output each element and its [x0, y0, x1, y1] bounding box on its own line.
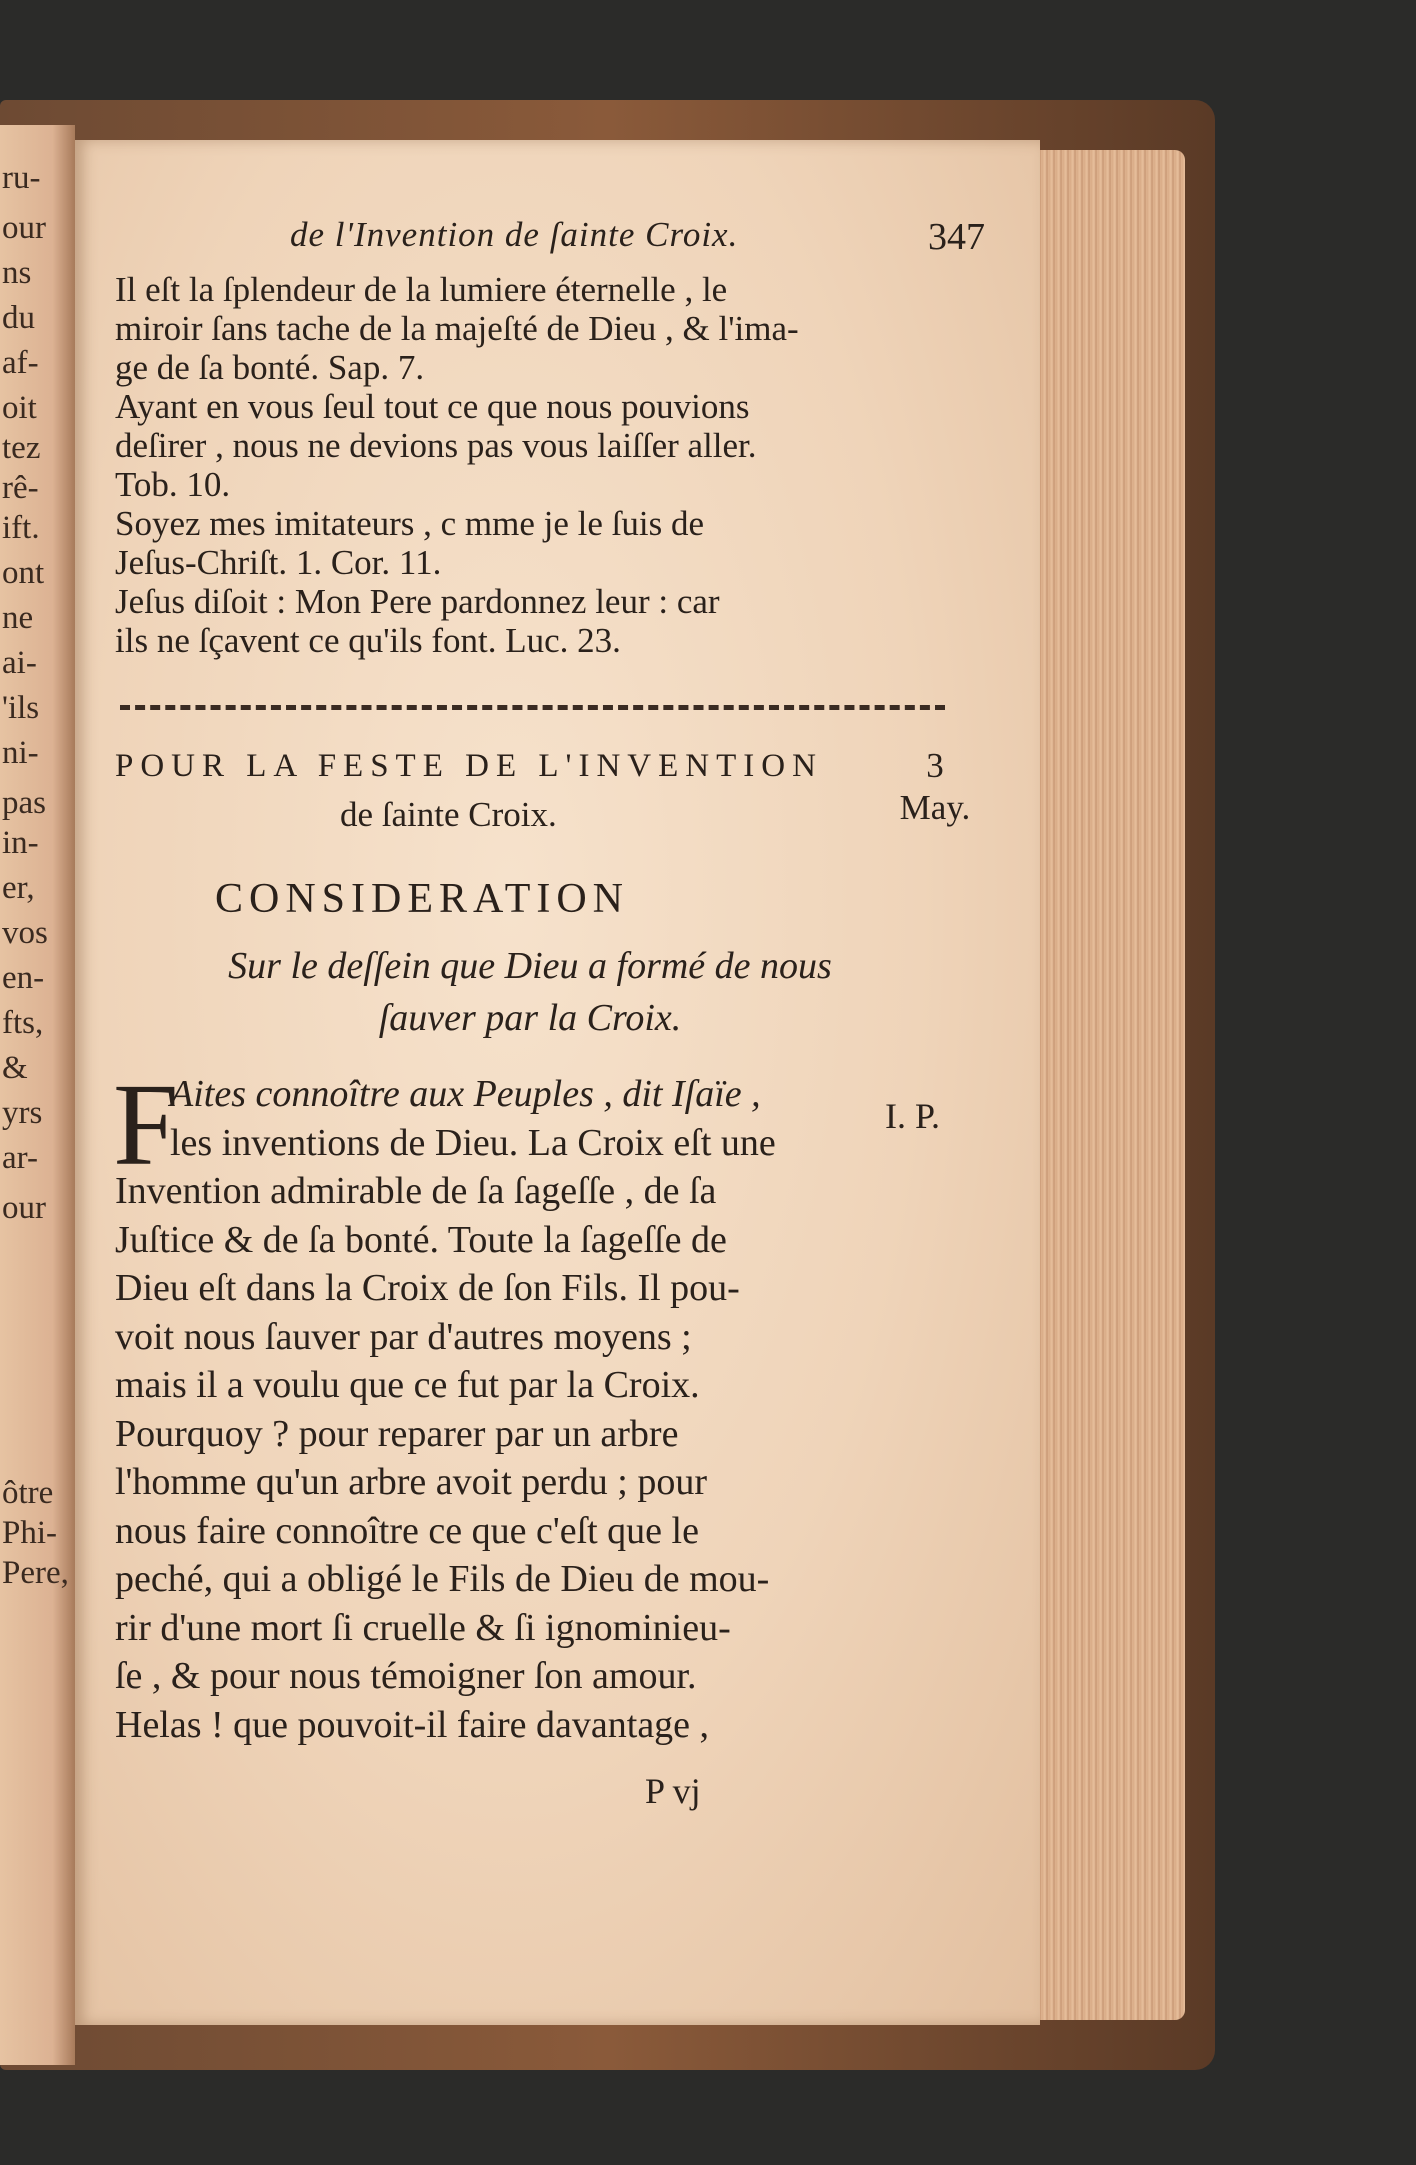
quote-line: Tob. 10.	[115, 465, 231, 504]
body-line: peché, qui a obligé le Fils de Dieu de mou-	[115, 1558, 770, 1600]
consideration-title: CONSIDERATION	[215, 876, 629, 922]
quote-line: Jeſus diſoit : Mon Pere pardonnez leur : car	[115, 582, 720, 621]
body-line: Pourquoy ? pour reparer par un arbre	[115, 1412, 679, 1455]
left-page-fragment: ar-	[2, 1140, 38, 1176]
margin-mark: I. P.	[885, 1096, 941, 1136]
left-page-fragment: ôtre	[2, 1475, 54, 1511]
quote-line: ils ne ſçavent ce qu'ils font. Luc. 23.	[115, 621, 621, 660]
left-page-fragment: ru-	[2, 160, 41, 196]
page-number: 347	[928, 216, 985, 258]
left-page-fragment: du	[2, 300, 35, 336]
feast-heading: POUR LA FESTE DE L'INVENTION	[115, 748, 823, 784]
left-page-fragment: ai-	[2, 645, 37, 681]
left-page-fragment: our	[2, 210, 46, 246]
left-page-fragment: er,	[2, 870, 35, 906]
body-line: Juſtice & de ſa bonté. Toute la ſageſſe de	[115, 1218, 727, 1261]
body-line: rir d'une mort ſi cruelle & ſi ignominieu-	[115, 1606, 731, 1649]
quote-line: Soyez mes imitateurs , c mme je le ſuis de	[115, 504, 705, 543]
body-line: voit nous ſauver par d'autres moyens ;	[115, 1315, 692, 1358]
left-page-fragment: 'ils	[2, 690, 40, 726]
margin-date-day: 3	[926, 746, 944, 785]
left-page-fragment: our	[2, 1190, 46, 1226]
subtitle-line: ſauver par la Croix.	[378, 997, 682, 1039]
left-page-fragment: Phi-	[2, 1515, 58, 1551]
body-line: Invention admirable de ſa ſageſſe , de ſa	[115, 1170, 717, 1212]
drop-cap: F	[113, 1059, 179, 1190]
body-line: les inventions de Dieu. La Croix eſt une	[170, 1121, 776, 1164]
body-line: l'homme qu'un arbre avoit perdu ; pour	[115, 1461, 707, 1503]
page-edges	[1035, 150, 1185, 2020]
section-rule	[120, 705, 945, 710]
left-page-fragment: yrs	[2, 1095, 43, 1131]
left-page-fragment: en-	[2, 960, 45, 996]
quote-line: Il eſt la ſplendeur de la lumiere éternelle , le	[115, 270, 728, 309]
left-page-fragment: fts,	[2, 1005, 44, 1041]
feast-heading-subline: de ſainte Croix.	[340, 795, 557, 834]
body-text	[113, 1059, 945, 1749]
quote-line: miroir ſans tache de la majeſté de Dieu , & l'ima-	[115, 309, 799, 348]
body-line: Dieu eſt dans la Croix de ſon Fils. Il pou-	[115, 1267, 740, 1309]
quote-line: Jeſus-Chriſt. 1. Cor. 11.	[115, 543, 442, 582]
left-page-fragment: ift.	[2, 510, 40, 546]
running-head	[215, 215, 985, 265]
body-line: Aites connoître aux Peuples , dit Iſaïe ,	[170, 1073, 761, 1115]
quotes-block	[115, 270, 945, 660]
body-line: mais il a voulu que ce fut par la Croix.	[115, 1364, 700, 1406]
left-page-fragment: tez	[2, 430, 41, 466]
left-page-fragment: ont	[2, 555, 45, 591]
margin-date	[880, 745, 990, 829]
left-page-fragment: ni-	[2, 735, 39, 771]
left-page-fragment: pas	[2, 785, 46, 821]
left-page-fragment: ns	[2, 255, 32, 291]
body-line: nous faire connoître ce que c'eſt que le	[115, 1509, 699, 1552]
subtitle-line: Sur le deſſein que Dieu a formé de nous	[228, 945, 832, 987]
margin-date-month: May.	[899, 788, 971, 827]
left-page-fragment: Pere,	[2, 1555, 69, 1591]
consideration-subtitle	[115, 940, 945, 1044]
left-page-fragment: oit	[2, 390, 37, 426]
left-page-fragment: ne	[2, 600, 34, 636]
body-line: Helas ! que pouvoit-il faire davantage ,	[115, 1703, 710, 1746]
page	[75, 140, 1040, 2025]
left-page-fragment: rê-	[2, 470, 39, 506]
left-page	[0, 125, 75, 2065]
body-line: ſe , & pour nous témoigner ſon amour.	[115, 1655, 697, 1697]
signature-mark: P vj	[645, 1771, 701, 1811]
quote-line: Ayant en vous ſeul tout ce que nous pouvions	[115, 387, 750, 426]
quote-line: deſirer , nous ne devions pas vous laiſſer aller.	[115, 426, 757, 465]
running-head-title: de l'Invention de ſainte Croix.	[290, 215, 739, 254]
left-page-fragment: vos	[2, 915, 48, 951]
quote-line: ge de ſa bonté. Sap. 7.	[115, 348, 425, 387]
left-page-fragment: af-	[2, 345, 39, 381]
left-page-fragment: &	[2, 1050, 28, 1086]
left-page-fragment: in-	[2, 825, 39, 861]
